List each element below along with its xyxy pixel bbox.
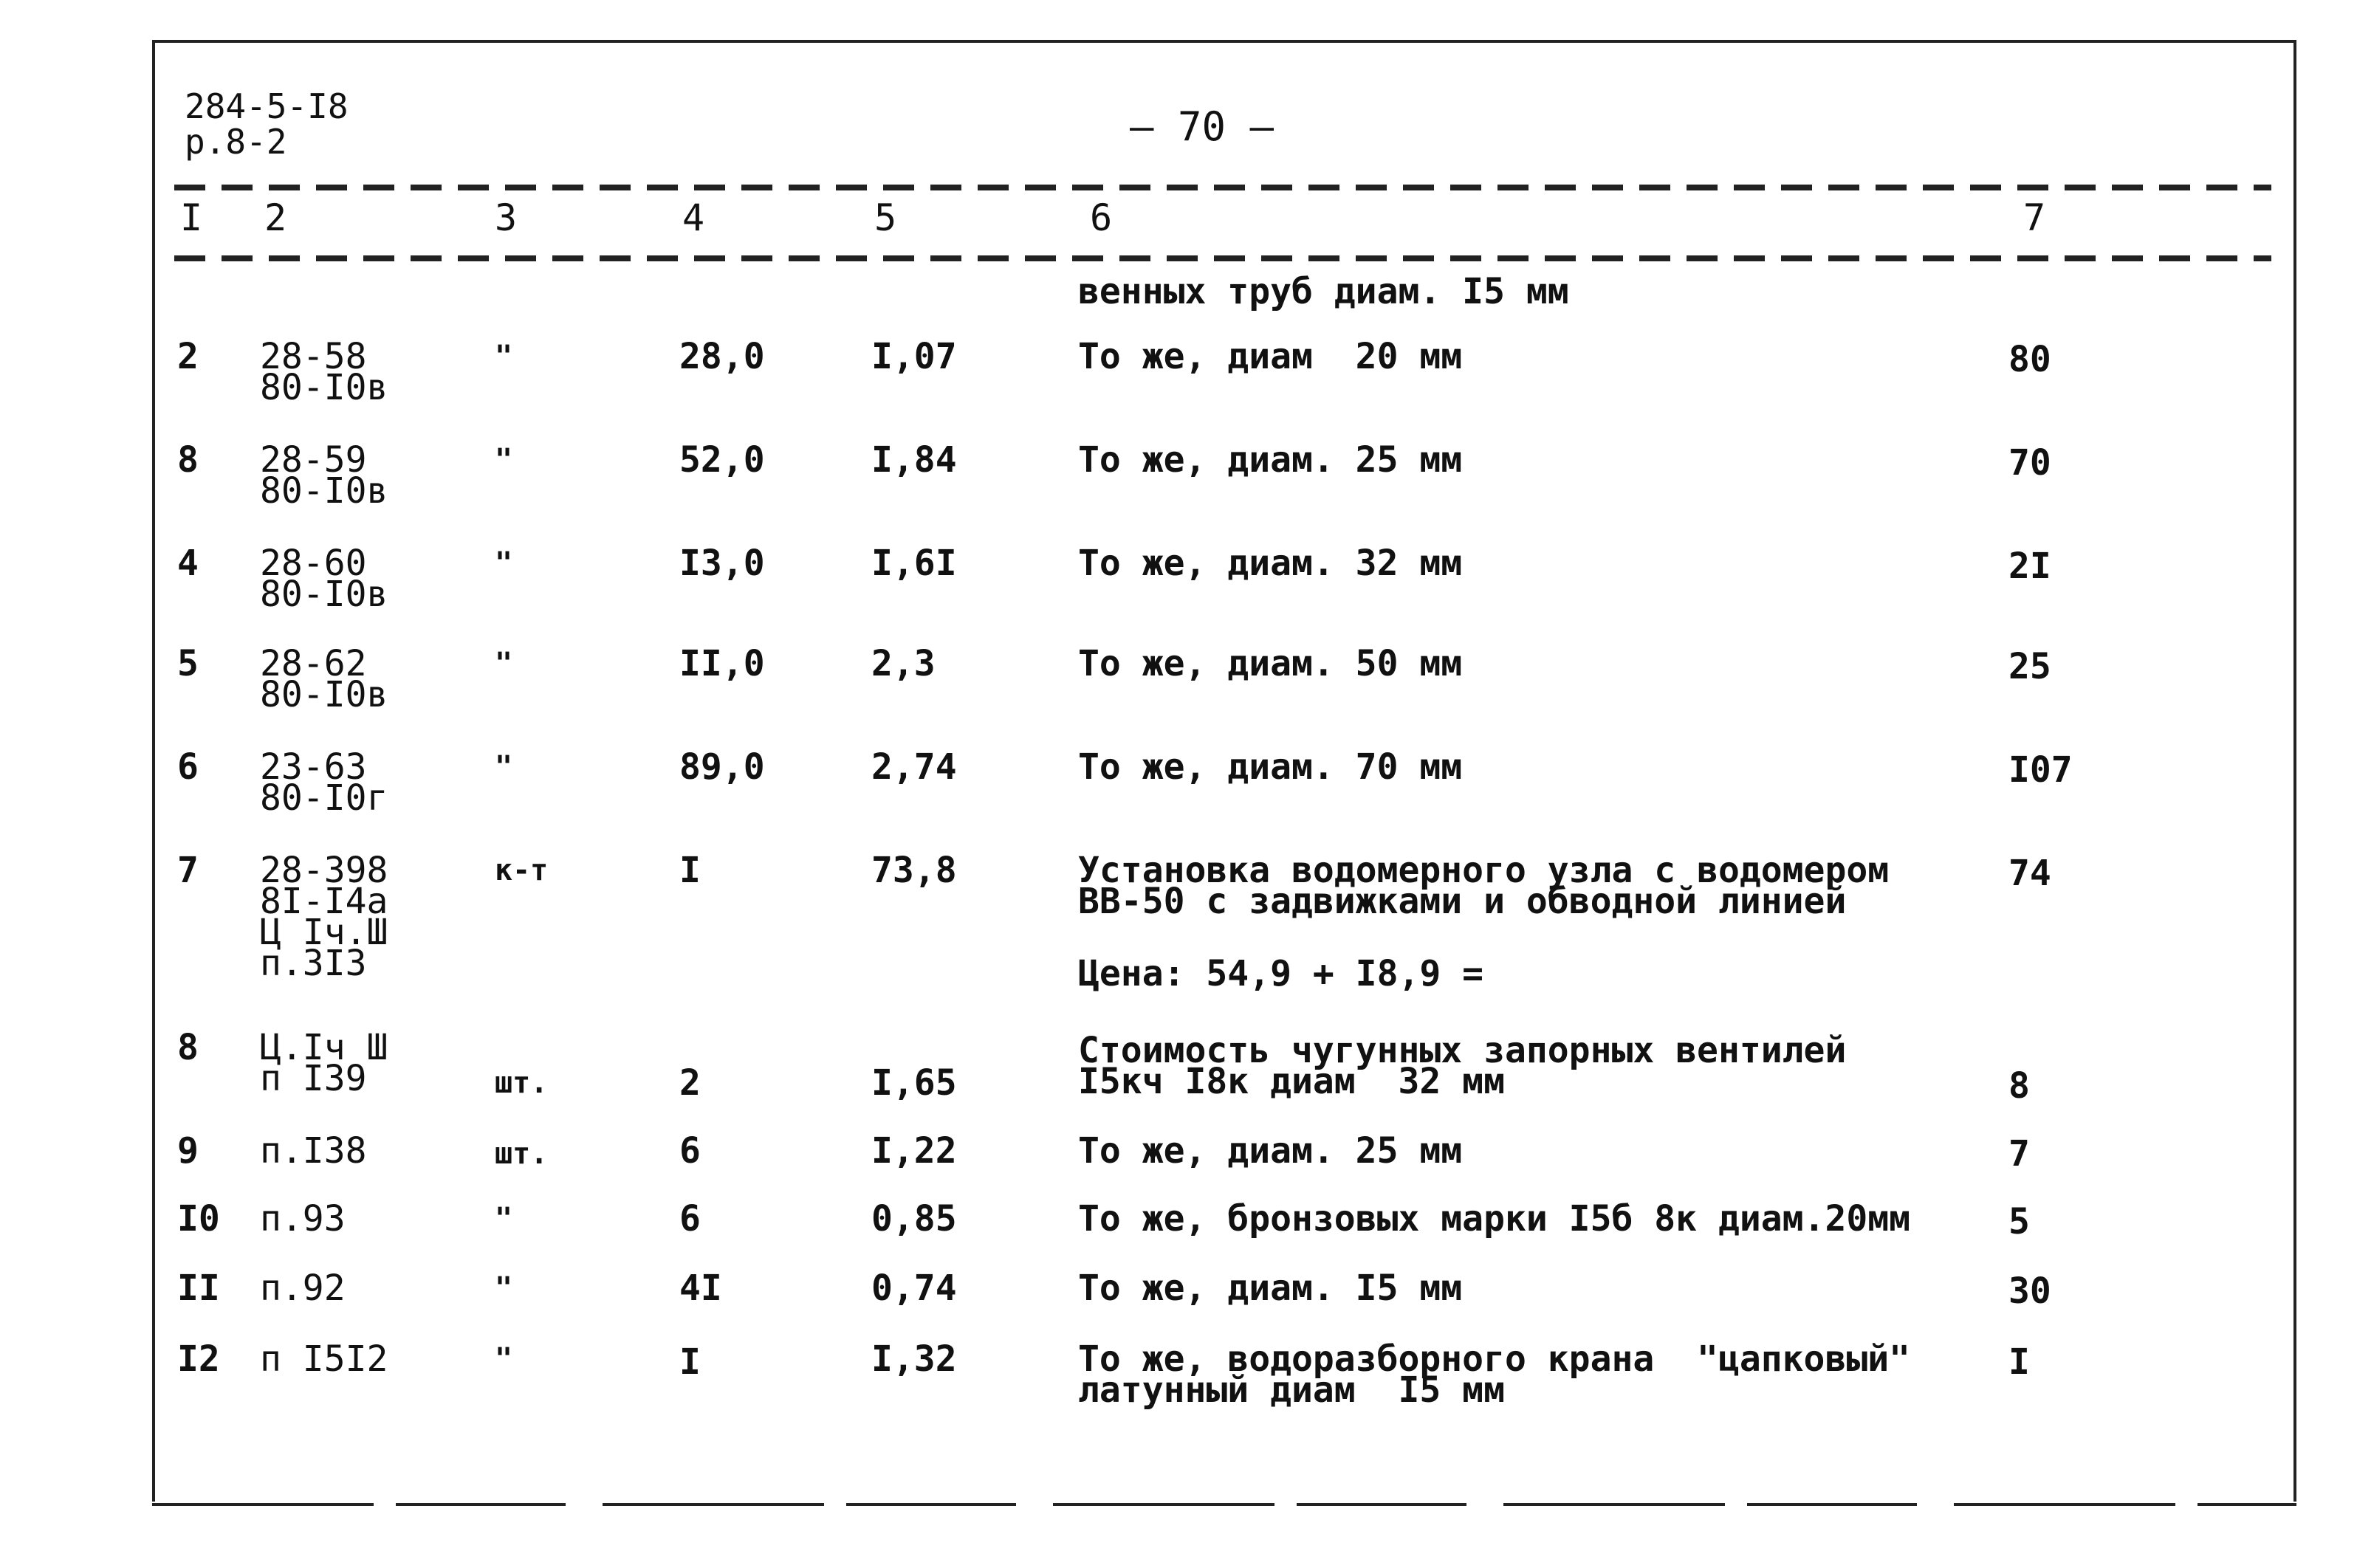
page-number: — 70 — — [1130, 103, 1274, 150]
row-number: II — [177, 1268, 220, 1309]
row-unit: " — [495, 443, 513, 477]
row-code: 28-58 — [260, 336, 367, 377]
row-number: 8 — [177, 439, 199, 481]
row-price: I,6I — [871, 543, 957, 584]
row-code-tertiary: Ц Iч.Ш — [260, 912, 388, 953]
row-unit: шт. — [495, 1137, 549, 1171]
row-code: Ц.Iч Ш — [260, 1027, 388, 1068]
row-quantity: 89,0 — [679, 746, 765, 788]
row-code-secondary: 80-I0в — [260, 367, 388, 408]
header-bottom-divider — [174, 255, 2271, 261]
row-description: То же, диам. 50 мм — [1078, 643, 1463, 684]
row-code: 28-398 — [260, 850, 388, 891]
row-total: I — [2008, 1341, 2030, 1383]
row-quantity: 28,0 — [679, 336, 765, 377]
row-price: I,65 — [871, 1062, 957, 1104]
row-unit: " — [495, 1342, 513, 1376]
frame-bottom-line — [152, 1503, 2296, 1506]
row-description: То же, диам. 25 мм — [1078, 1130, 1463, 1172]
column-header-2: 2 — [264, 196, 287, 239]
row-total: 80 — [2008, 339, 2051, 380]
column-header-3: 3 — [495, 196, 518, 239]
row-description: То же, диам. 70 мм — [1078, 746, 1463, 788]
document-code-line1: 284-5-I8 — [185, 86, 349, 126]
row-price: 0,85 — [871, 1198, 957, 1239]
column-header-6: 6 — [1090, 196, 1113, 239]
row-price: 2,74 — [871, 746, 957, 788]
row-total: 30 — [2008, 1270, 2051, 1312]
row-description: То же, диам. I5 мм — [1078, 1268, 1463, 1309]
row-quantity: 4I — [679, 1268, 722, 1309]
row-number: I2 — [177, 1338, 220, 1380]
row-unit: " — [495, 647, 513, 681]
row-number: 4 — [177, 543, 199, 584]
row-code: п.92 — [260, 1268, 346, 1309]
row-number: 8 — [177, 1027, 199, 1068]
continuation-text: венных труб диам. I5 мм — [1078, 271, 1569, 312]
row-price: I,07 — [871, 336, 957, 377]
row-unit: " — [495, 546, 513, 580]
row-total: 7 — [2008, 1133, 2030, 1175]
row-description-line2: ВВ-50 с задвижками и обводной линией — [1078, 881, 1847, 922]
row-quantity: 52,0 — [679, 439, 765, 481]
column-header-1: I — [180, 196, 203, 239]
row-code: 28-59 — [260, 439, 367, 481]
row-code-secondary: 80-I0г — [260, 777, 388, 819]
row-code-secondary: 8I-I4а — [260, 881, 388, 922]
column-header-5: 5 — [874, 196, 897, 239]
row-quantity: 2 — [679, 1062, 701, 1104]
row-price: 0,74 — [871, 1268, 957, 1309]
row-unit: " — [495, 340, 513, 374]
header-top-divider — [174, 185, 2271, 190]
row-total: 5 — [2008, 1201, 2030, 1242]
row-number: 2 — [177, 336, 199, 377]
row-code: п.93 — [260, 1198, 346, 1239]
row-price: I,22 — [871, 1130, 957, 1172]
row-total: 8 — [2008, 1065, 2030, 1107]
row-total: 74 — [2008, 853, 2051, 894]
row-description: Установка водомерного узла с водомером — [1078, 850, 1890, 891]
row-code-secondary: 80-I0в — [260, 470, 388, 512]
row-unit: к-т — [495, 853, 549, 887]
row-total: 25 — [2008, 646, 2051, 687]
row-code-secondary: п I39 — [260, 1058, 367, 1099]
document-code — [185, 86, 349, 162]
row-code-quaternary: п.3I3 — [260, 943, 367, 984]
row-price: 2,3 — [871, 643, 936, 684]
row-total: 2I — [2008, 546, 2051, 587]
row-number: 5 — [177, 643, 199, 684]
column-header-4: 4 — [682, 196, 705, 239]
row-description: То же, диам. 32 мм — [1078, 543, 1463, 584]
row-total: I07 — [2008, 749, 2073, 791]
row-number: 6 — [177, 746, 199, 788]
row-unit: " — [495, 1202, 513, 1236]
row-price: I,84 — [871, 439, 957, 481]
row-quantity: I — [679, 850, 701, 891]
row-description: То же, водоразборного крана "цапковый" — [1078, 1338, 1911, 1380]
document-code-line2: р.8-2 — [185, 122, 287, 162]
row-code-secondary: 80-I0в — [260, 674, 388, 715]
row-quantity: I3,0 — [679, 543, 765, 584]
row-quantity: 6 — [679, 1198, 701, 1239]
column-header-7: 7 — [2023, 196, 2046, 239]
row-description-line2: латунный диам I5 мм — [1078, 1369, 1505, 1411]
row-code: п.I38 — [260, 1130, 367, 1172]
row-number: 9 — [177, 1130, 199, 1172]
row-description: Стоимость чугунных запорных вентилей — [1078, 1030, 1847, 1071]
row-number: 7 — [177, 850, 199, 891]
row-unit: шт. — [495, 1066, 549, 1100]
row-code: 23-63 — [260, 746, 367, 788]
row-description: То же, бронзовых марки I5б 8к диам.20мм — [1078, 1198, 1911, 1239]
row-unit: " — [495, 750, 513, 784]
row-quantity: 6 — [679, 1130, 701, 1172]
row-quantity: I — [679, 1341, 701, 1383]
row-code: 28-62 — [260, 643, 367, 684]
row-code: 28-60 — [260, 543, 367, 584]
row-description: То же, диам. 25 мм — [1078, 439, 1463, 481]
row-code: п I5I2 — [260, 1338, 388, 1380]
row-description: То же, диам 20 мм — [1078, 336, 1463, 377]
row-code-secondary: 80-I0в — [260, 574, 388, 615]
row-price-formula: Цена: 54,9 + I8,9 = — [1078, 953, 1484, 994]
row-total: 70 — [2008, 442, 2051, 484]
row-quantity: II,0 — [679, 643, 765, 684]
row-unit: " — [495, 1271, 513, 1305]
row-number: I0 — [177, 1198, 220, 1239]
row-description-line2: I5кч I8к диам 32 мм — [1078, 1061, 1505, 1102]
row-price: 73,8 — [871, 850, 957, 891]
row-price: I,32 — [871, 1338, 957, 1380]
